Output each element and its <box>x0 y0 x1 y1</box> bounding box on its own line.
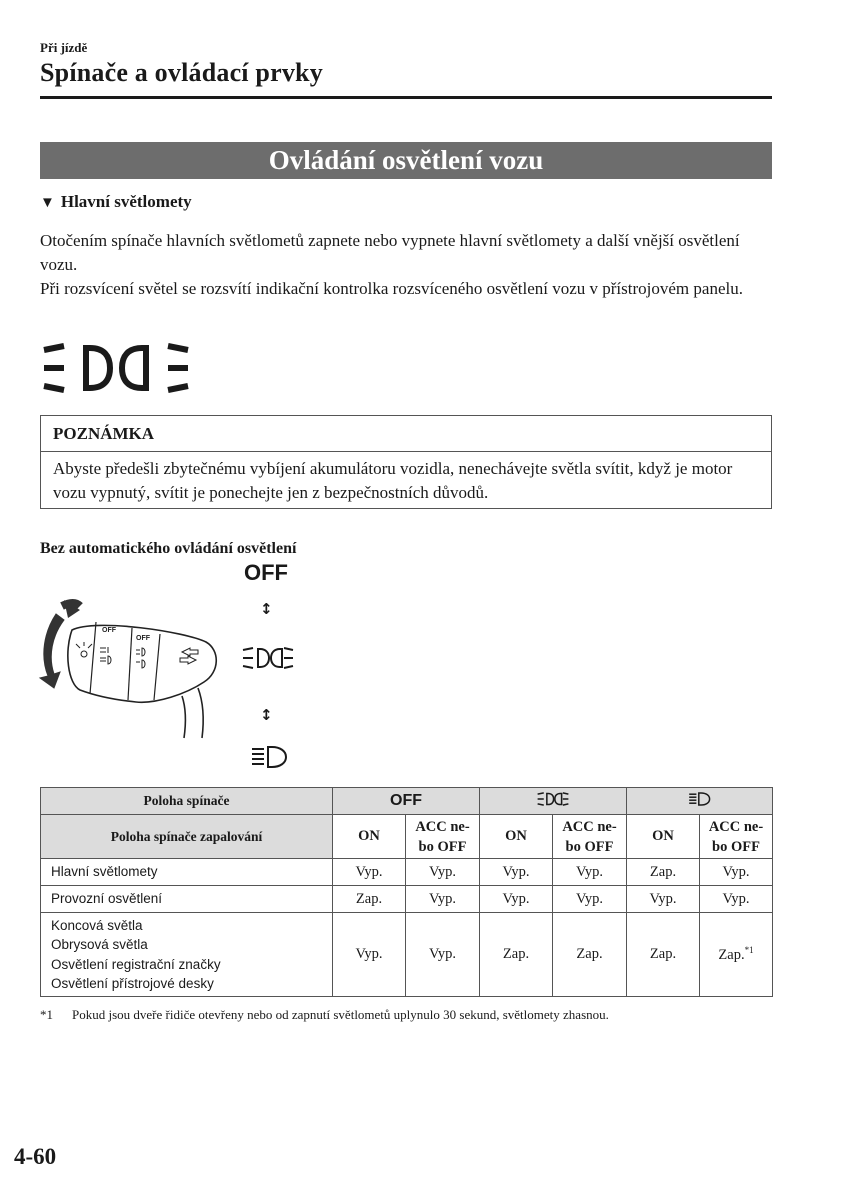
row-label-line: Osvětlení registrační značky <box>51 956 221 972</box>
table-cell: Vyp. <box>333 913 406 997</box>
updown-arrow-icon: ↕ <box>260 600 273 618</box>
table-cell: Vyp. <box>700 886 773 913</box>
position-lights-small-icon <box>241 645 295 671</box>
table-cell: Zap. <box>627 913 700 997</box>
table-cell: Vyp. <box>553 859 627 886</box>
headlights-icon <box>250 744 290 770</box>
row-label <box>41 859 333 886</box>
paragraph-1: Otočením spínače hlavních světlometů zapnete nebo vypnete hlavní světlomety a další vnější osvětlení vozu. <box>40 231 740 274</box>
position-lights-header-icon <box>536 791 570 807</box>
subheading <box>40 192 192 212</box>
table-row <box>41 913 773 997</box>
headlight-switch-lever-illustration <box>36 592 236 740</box>
row-label-line: Osvětlení přístrojové desky <box>51 976 214 991</box>
table-cell: Vyp. <box>333 859 406 886</box>
cell-value: Zap. <box>718 946 745 963</box>
on-header: ON <box>333 815 406 859</box>
col-off-header: OFF <box>333 788 480 815</box>
table-cell: Vyp. <box>406 886 480 913</box>
updown-arrow-icon-2: ↕ <box>260 706 273 724</box>
body-text <box>40 229 780 301</box>
subheading-text: Hlavní světlomety <box>60 192 192 211</box>
page-title: Spínače a ovládací prvky <box>40 58 323 87</box>
row-label-line: Obrysová světla <box>51 937 148 952</box>
row-label-line: Koncová světla <box>51 917 143 933</box>
off-position-label: OFF <box>244 560 288 585</box>
position-lights-icon <box>40 340 192 396</box>
acc-header <box>700 815 773 859</box>
table-cell: Vyp. <box>700 859 773 886</box>
acc-header <box>553 815 627 859</box>
acc-line-1: ACC ne- <box>708 818 764 835</box>
table-cell: Vyp. <box>627 886 700 913</box>
note-text: Abyste předešli zbytečnému vybíjení akumulátoru vozidla, nenechávejte světla svítit, když je motor vozu vypnutý, svítit je ponechejte jen z bezpečnostních důvodů. <box>53 459 733 502</box>
paragraph-2: Při rozsvícení světel se rozsvítí indikační kontrolka rozsvíceného osvětlení vozu v přístrojovém panelu. <box>40 279 743 298</box>
lever-off-label-2: OFF <box>136 635 150 642</box>
table-row <box>41 859 773 886</box>
footnote <box>40 1007 609 1023</box>
note-box <box>40 415 772 509</box>
footnote-mark: *1 <box>40 1007 53 1022</box>
row-label-line: Provozní osvětlení <box>51 891 163 907</box>
col-position-header <box>480 788 627 815</box>
table-cell: Vyp. <box>406 913 480 997</box>
note-heading: POZNÁMKA <box>41 416 771 452</box>
chapter-label: Při jízdě <box>40 40 88 55</box>
table-cell: Vyp. <box>553 886 627 913</box>
table-row <box>41 886 773 913</box>
title-rule <box>40 96 772 99</box>
table-cell: Vyp. <box>480 859 553 886</box>
acc-line-2: bo OFF <box>565 838 614 855</box>
row-label <box>41 886 333 913</box>
lighting-mode-table <box>40 787 773 997</box>
diagram-caption: Bez automatického ovládání osvětlení <box>40 540 297 557</box>
note-body <box>41 452 771 505</box>
row-label <box>41 913 333 997</box>
row-label-line: Hlavní světlomety <box>51 864 158 880</box>
footnote-ref: *1 <box>744 945 754 956</box>
table-cell: Zap. <box>333 886 406 913</box>
page-number: 4-60 <box>14 1144 57 1169</box>
table-cell: Zap. <box>480 913 553 997</box>
ignition-position-header: Poloha spínače zapalování <box>41 815 333 859</box>
table-cell: Zap. <box>627 859 700 886</box>
on-header: ON <box>480 815 553 859</box>
acc-header <box>406 815 480 859</box>
acc-line-1: ACC ne- <box>562 818 617 835</box>
footnote-text: Pokud jsou dveře řidiče otevřeny nebo od zapnutí světlometů uplynulo 30 sekund, světlomety zhasnou. <box>72 1007 609 1022</box>
table-cell: Vyp. <box>480 886 553 913</box>
acc-line-2: bo OFF <box>712 838 760 855</box>
section-title: Ovládání osvětlení vozu <box>40 142 772 179</box>
lever-off-label-1: OFF <box>102 627 116 634</box>
triangle-bullet-icon: ▼ <box>40 195 55 211</box>
col-headlight-header <box>627 788 773 815</box>
on-header: ON <box>627 815 700 859</box>
table-cell: Vyp. <box>406 859 480 886</box>
acc-line-1: ACC ne- <box>415 818 470 835</box>
table-cell <box>700 913 773 997</box>
headlights-header-icon <box>688 791 712 807</box>
table-cell: Zap. <box>553 913 627 997</box>
acc-line-2: bo OFF <box>418 838 467 855</box>
switch-position-header: Poloha spínače <box>41 788 333 815</box>
